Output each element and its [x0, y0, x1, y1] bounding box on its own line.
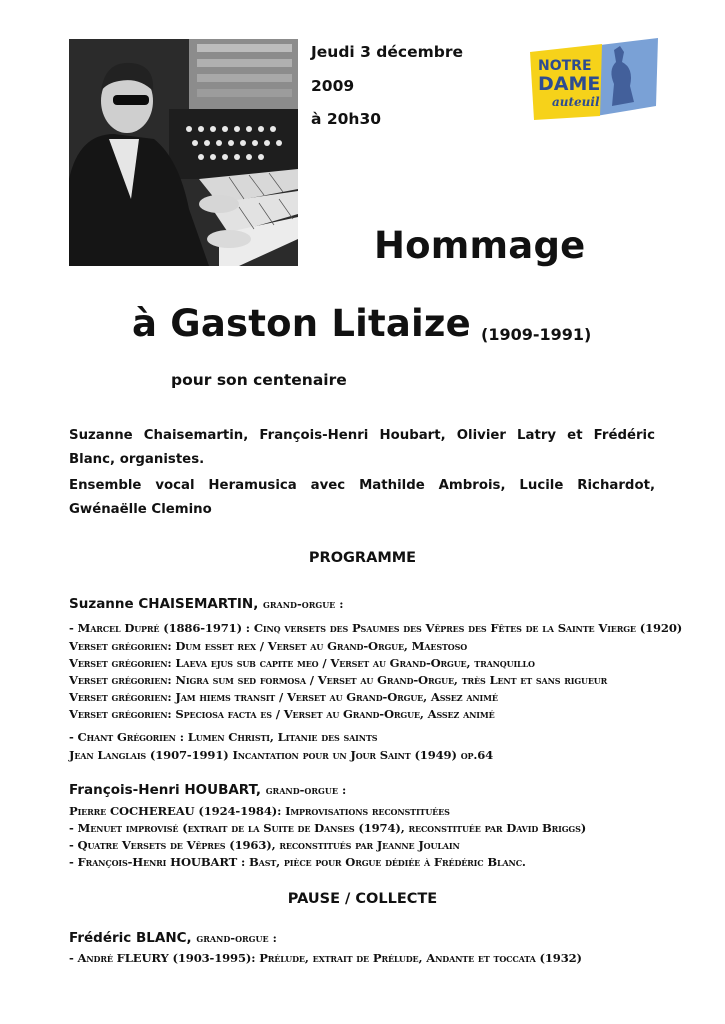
- date-line-day: Jeudi 3 décembre: [311, 43, 464, 61]
- programme-line: Verset grégorien: Nigra sum sed formosa / Verset au Grand-Orgue, très Lent et sans rigueur: [69, 673, 608, 687]
- programme-line: - André FLEURY (1903-1995): Prélude, extrait de Prélude, Andante et toccata (1932): [69, 951, 582, 965]
- date-line-year: 2009: [311, 77, 355, 95]
- performer-name: François-Henri HOUBART,: [69, 782, 262, 798]
- svg-text:NOTRE: NOTRE: [538, 58, 592, 74]
- programme-heading: PROGRAMME: [308, 550, 417, 566]
- performer-instrument: grand-orgue :: [263, 597, 344, 611]
- notre-dame-auteuil-logo: [530, 36, 660, 120]
- programme-line: Verset grégorien: Speciosa facta es / Verset au Grand-Orgue, Assez animé: [69, 707, 495, 721]
- ensemble-paragraph: Ensemble vocal Heramusica avec Mathilde Ambrois, Lucile Richardot, Gwénaëlle Clemino: [69, 478, 655, 517]
- programme-line: Verset grégorien: Jam hiems transit / Verset au Grand-Orgue, Assez animé: [69, 690, 498, 704]
- section-chaisemartin-heading: [69, 596, 344, 612]
- date-line-time: à 20h30: [311, 110, 382, 128]
- programme-line: - Menuet improvisé (extrait de la Suite de Danses (1974), reconstituée par David Briggs): [69, 821, 587, 835]
- organists-paragraph: Suzanne Chaisemartin, François-Henri Houbart, Olivier Latry et Frédéric Blanc, organistes.: [69, 428, 655, 467]
- svg-text:DAME: DAME: [538, 73, 601, 95]
- programme-line: Pierre COCHEREAU (1924-1984): Improvisations reconstituées: [69, 804, 450, 818]
- programme-line: - François-Henri HOUBART : Bast, pièce pour Orgue dédiée à Frédéric Blanc.: [69, 855, 526, 869]
- programme-line: - Chant Grégorien : Lumen Christi, Litanie des saints: [69, 730, 378, 744]
- title-years: (1909-1991): [481, 325, 592, 344]
- programme-line: - Quatre Versets de Vêpres (1963), reconstitués par Jeanne Joulain: [69, 838, 460, 852]
- subtitle: pour son centenaire: [171, 371, 347, 389]
- pause-heading: PAUSE / COLLECTE: [287, 891, 438, 907]
- organist-photo-image: [69, 39, 298, 266]
- performer-name: Frédéric BLANC,: [69, 930, 192, 946]
- programme-line: Jean Langlais (1907-1991) Incantation pour un Jour Saint (1949) op.64: [69, 748, 494, 762]
- programme-line: Verset grégorien: Laeva ejus sub capite meo / Verset au Grand-Orgue, tranquillo: [69, 656, 535, 670]
- section-blanc-heading: [69, 930, 277, 946]
- title-gaston-litaize: à Gaston Litaize: [132, 302, 471, 345]
- performer-name: Suzanne CHAISEMARTIN,: [69, 596, 259, 612]
- title-hommage: Hommage: [374, 224, 586, 267]
- performer-instrument: grand-orgue :: [265, 783, 347, 797]
- section-houbart-heading: [69, 782, 346, 798]
- organist-photo: [69, 39, 298, 266]
- programme-line: Verset grégorien: Dum esset rex / Verset au Grand-Orgue, Maestoso: [69, 639, 468, 653]
- programme-line: - Marcel Dupré (1886-1971) : Cinq versets des Psaumes des Vêpres des Fêtes de la Sainte Vierge (1920): [69, 621, 683, 635]
- performer-instrument: grand-orgue :: [196, 931, 277, 945]
- svg-text:auteuil: auteuil: [552, 95, 600, 109]
